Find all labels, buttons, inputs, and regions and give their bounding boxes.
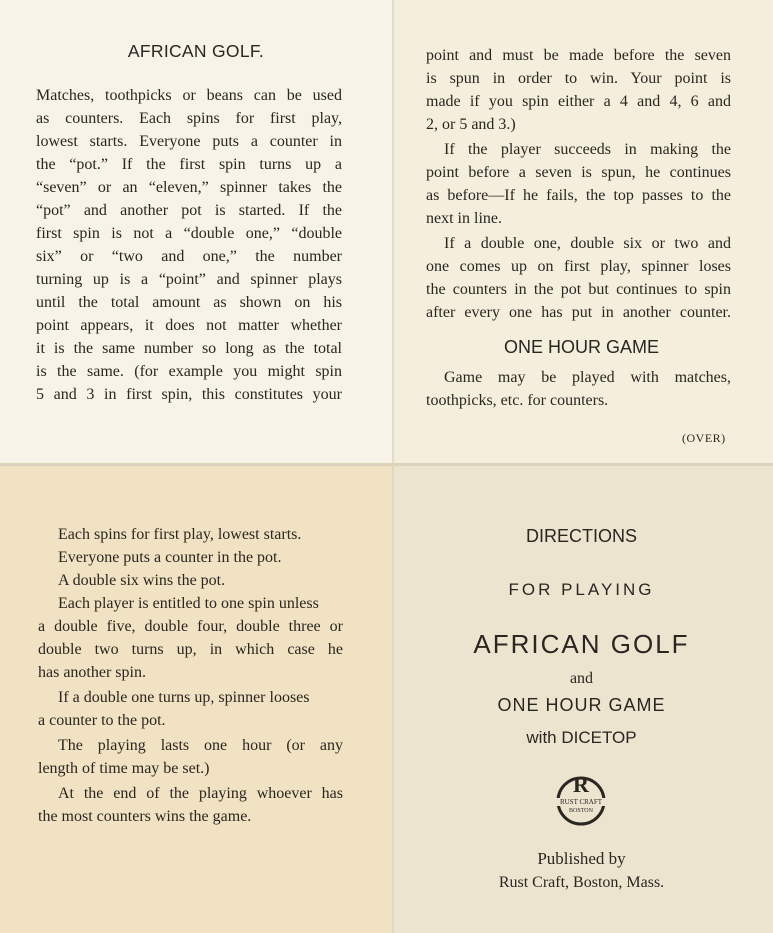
text-line: If a double one turns up, spinner looses [58,689,310,706]
logo-letter: R [573,772,589,797]
text-line: made if you spin either a 4 and 4, 6 and [426,93,731,110]
text-line: the counters in the pot but continues to spin [426,281,731,298]
text-line: “pot” and another pot is started. If the [36,202,342,219]
section-heading: ONE HOUR GAME [503,337,659,357]
page-top-left [0,0,392,463]
cover-directions: DIRECTIONS [525,526,637,546]
text-line: point appears, it does not matter whether [36,317,342,334]
text-line: first spin is not a “double one,” “double [36,225,342,242]
text-line: Everyone puts a counter in the pot. [58,549,282,566]
text-line: Game may be played with matches, [444,369,731,386]
over-note: (OVER) [682,431,726,445]
text-line: turning up is a “point” and spinner plays [36,271,342,288]
text-line: toothpicks, etc. for counters. [426,392,609,409]
text-line: a double five, double four, double three or [38,618,343,635]
text-line: Each player is entitled to one spin unless [58,595,319,612]
text-line: one comes up on first play, spinner loses [426,258,731,275]
text-line: has another spin. [38,664,146,681]
cover-second-game: ONE HOUR GAME [497,695,666,715]
text-line: until the total amount as shown on his [36,294,342,311]
text-line: 2, or 5 and 3.) [426,116,516,133]
cover-published-by: Published by [537,849,626,868]
text-line: lowest starts. Everyone puts a counter in [36,133,342,150]
text-line: If a double one, double six or two and [444,235,731,252]
text-line: Matches, toothpicks or beans can be used [36,87,342,104]
page-top-right [392,0,773,463]
text-line: “seven” or an “eleven,” spinner takes the [36,179,342,196]
text-line: If the player succeeds in making the [444,141,731,158]
text-line: The playing lasts one hour (or any [58,737,343,754]
text-line: is the same. (for example you might spin [36,363,342,380]
text-line: as counters. Each spins for first play, [36,110,342,127]
text-line: after every one has put in another counter. [426,304,731,321]
text-line: At the end of the playing whoever has [58,785,343,802]
cover-for-playing: FOR PLAYING [508,580,655,599]
cover-publisher: Rust Craft, Boston, Mass. [498,874,665,891]
text-line: a counter to the pot. [38,712,166,729]
page-bottom-right-cover [392,463,773,933]
cover-game-title: AFRICAN GOLF [473,629,690,659]
text-line: length of time may be set.) [38,760,210,777]
logo-text: RUST CRAFT [554,798,608,806]
text-line: point before a seven is spun, he continues [426,164,731,181]
cover-with-dicetop: with DICETOP [526,728,637,747]
text-line: 5 and 3 in first spin, this constitutes your [36,386,342,403]
rust-craft-logo [554,772,608,826]
text-line: six” or “two and one,” the number [36,248,342,265]
page-bottom-left [0,463,392,933]
text-line: next in line. [426,210,502,227]
logo-subtext: BOSTON [569,808,593,814]
text-line: A double six wins the pot. [58,572,226,589]
page-title: AFRICAN GOLF. [127,41,265,61]
text-line: point and must be made before the seven [426,47,731,64]
text-line: it is the same number so long as the total [36,340,342,357]
text-line: the “pot.” If the first spin turns up a [36,156,342,173]
text-line: double two turns up, in which case he [38,641,343,658]
text-line: the most counters wins the game. [38,808,252,825]
cover-and: and [569,670,594,687]
text-line: as before—If he fails, the top passes to the [426,187,731,204]
text-line: is spun in order to win. Your point is [426,70,731,87]
text-line: Each spins for first play, lowest starts. [58,526,302,543]
